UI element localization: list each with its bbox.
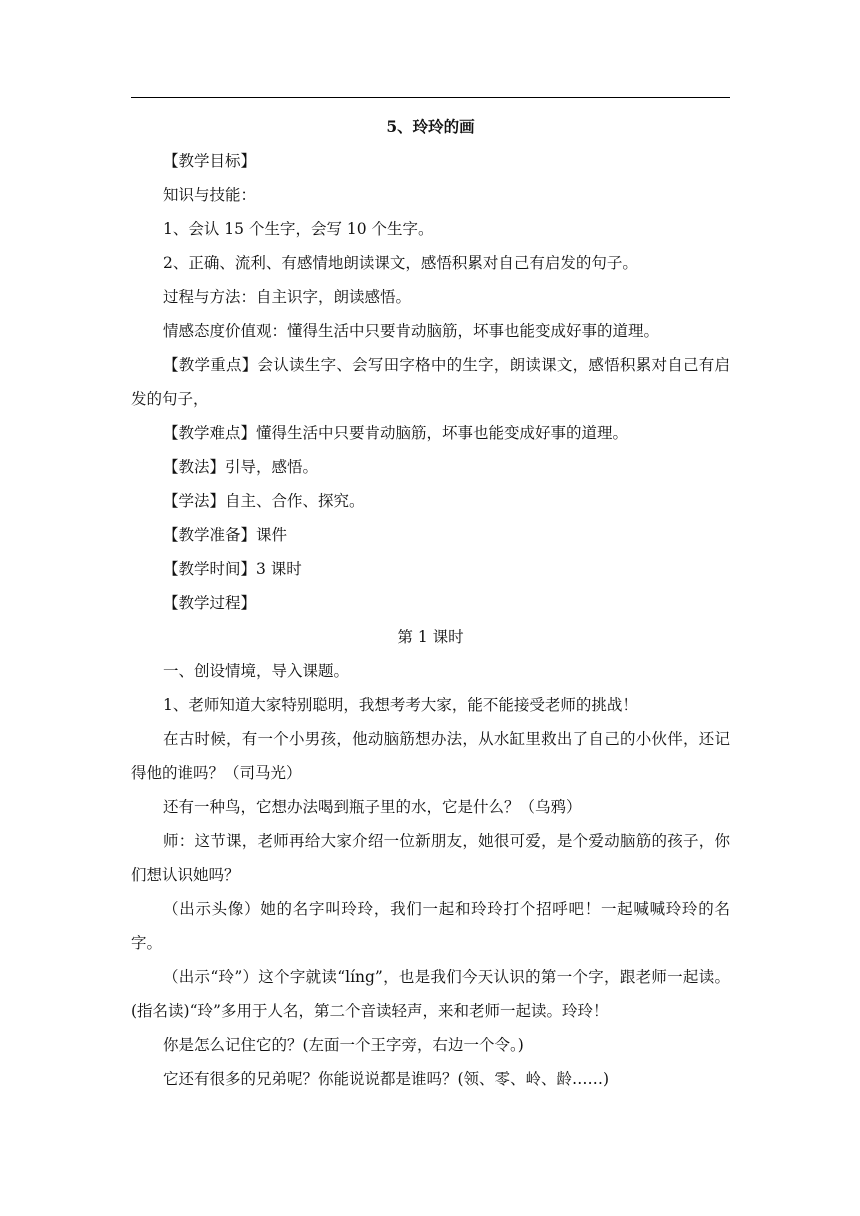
body-paragraph: 它还有很多的兄弟呢？你能说说都是谁吗？(领、零、岭、龄……) (163, 1070, 610, 1088)
body-paragraph: 你是怎么记住它的？(左面一个王字旁，右边一个令。) (163, 1036, 524, 1054)
teaching-preparation: 【教学准备】课件 (163, 526, 288, 544)
objective-item-2: 2、正确、流利、有感情地朗读课文，感悟积累对自己有启发的句子。 (163, 254, 638, 272)
header-rule (131, 97, 730, 98)
body-paragraph: （出示头像）她的名字叫玲玲，我们一起和玲玲打个招呼吧！一起喊喊玲玲的名字。 (131, 900, 730, 952)
teaching-difficulties: 【教学难点】懂得生活中只要肯动脑筋，坏事也能变成好事的道理。 (163, 424, 629, 442)
section-heading-process: 【教学过程】 (163, 594, 257, 612)
objective-item-1: 1、会认 15 个生字，会写 10 个生字。 (163, 220, 434, 238)
learning-method: 【学法】自主、合作、探究。 (163, 492, 365, 510)
teaching-time: 【教学时间】3 课时 (163, 560, 302, 578)
lesson-period-heading: 第 1 课时 (397, 628, 464, 646)
body-paragraph: （出示“玲”）这个字就读“líng”，也是我们今天认识的第一个字，跟老师一起读。(指名读)“玲”多用于人名，第二个音读轻声，来和老师一起读。玲玲！ (131, 968, 730, 1020)
teaching-key-points: 【教学重点】会认读生字、会写田字格中的生字，朗读课文，感悟积累对自己有启发的句子， (131, 356, 730, 408)
subheading-knowledge-skills: 知识与技能： (163, 186, 257, 204)
body-paragraph: 还有一种鸟，它想办法喝到瓶子里的水，它是什么？（乌鸦） (163, 798, 582, 816)
section-heading-objectives: 【教学目标】 (163, 152, 257, 170)
teaching-method: 【教法】引导，感悟。 (163, 458, 319, 476)
lesson-title: 5、玲玲的画 (386, 117, 475, 136)
body-paragraph: 在古时候，有一个小男孩，他动脑筋想办法，从水缸里救出了自己的小伙伴，还记得他的谁吗？（司马光） (131, 730, 730, 782)
body-paragraph: 师：这节课，老师再给大家介绍一位新朋友，她很可爱，是个爱动脑筋的孩子，你们想认识她吗？ (131, 832, 730, 884)
step-heading-1: 一、创设情境，导入课题。 (163, 662, 350, 680)
process-methods: 过程与方法：自主识字，朗读感悟。 (163, 288, 412, 306)
body-paragraph: 1、老师知道大家特别聪明，我想考考大家，能不能接受老师的挑战！ (163, 696, 638, 714)
document-body (131, 110, 730, 1096)
emotional-values: 情感态度价值观：懂得生活中只要肯动脑筋，坏事也能变成好事的道理。 (163, 322, 660, 340)
